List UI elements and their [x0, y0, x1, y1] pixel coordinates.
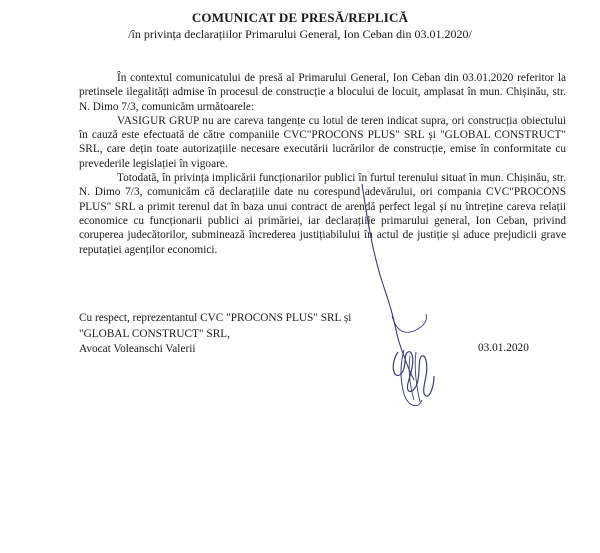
document-title: COMUNICAT DE PRESĂ/REPLICĂ — [191, 10, 409, 25]
paragraph-context: În contextul comunicatului de presă al Primarului General, Ion Ceban din 03.01.2020 referitor la pretinsele ilegalități admise în procesul de construcție a blocului de locuit, amplasat în mun. Chișinău, str. N. Dimo 7/3, comunicăm următoarele: — [79, 72, 566, 113]
closing-line-3: Avocat Voleanschi Valerii — [79, 343, 196, 355]
document-date: 03.01.2020 — [478, 342, 529, 354]
closing-line-1: Cu respect, reprezentantul CVC "PROCONS PLUS" SRL și — [79, 312, 352, 324]
document-subtitle: /în privința declarațiilor Primarului General, Ion Ceban din 03.01.2020/ — [128, 27, 472, 41]
closing-line-2: "GLOBAL CONSTRUCT" SRL, — [79, 327, 230, 340]
paragraph-officials: Totodată, în privința implicării funcționarilor publici în furtul terenului situat în mun. Chișinău, str. N. Dimo 7/3, comunicăm că declarațiile date nu corespund adevărului, ori compania CVC"PROCONS PLUS" SRL a primit terenul dat în baza unui contract de arendă perfect legal și nu întreține careva relații economice cu funcționarii publici ai primăriei, iar declarațiile primarului general, Ion Ceban, privind coruperea judecătorilor, subminează încrederea justițiabilului în actul de justiție și aduce prejudicii grave reputației agenților economici. — [79, 172, 566, 256]
handwritten-signature — [300, 180, 470, 420]
paragraph-vasigur: VASIGUR GRUP nu are careva tangențe cu lotul de teren indicat supra, ori construcția obiectului în cauză este efectuată de către companiile CVC"PROCONS PLUS" SRL și "GLOBAL CONSTRUCT" SRL, care dețin toate autorizațiile necesare executării lucrărilor de construcție, emise în conformitate cu prevederile legislației în vigoare. — [79, 114, 566, 170]
